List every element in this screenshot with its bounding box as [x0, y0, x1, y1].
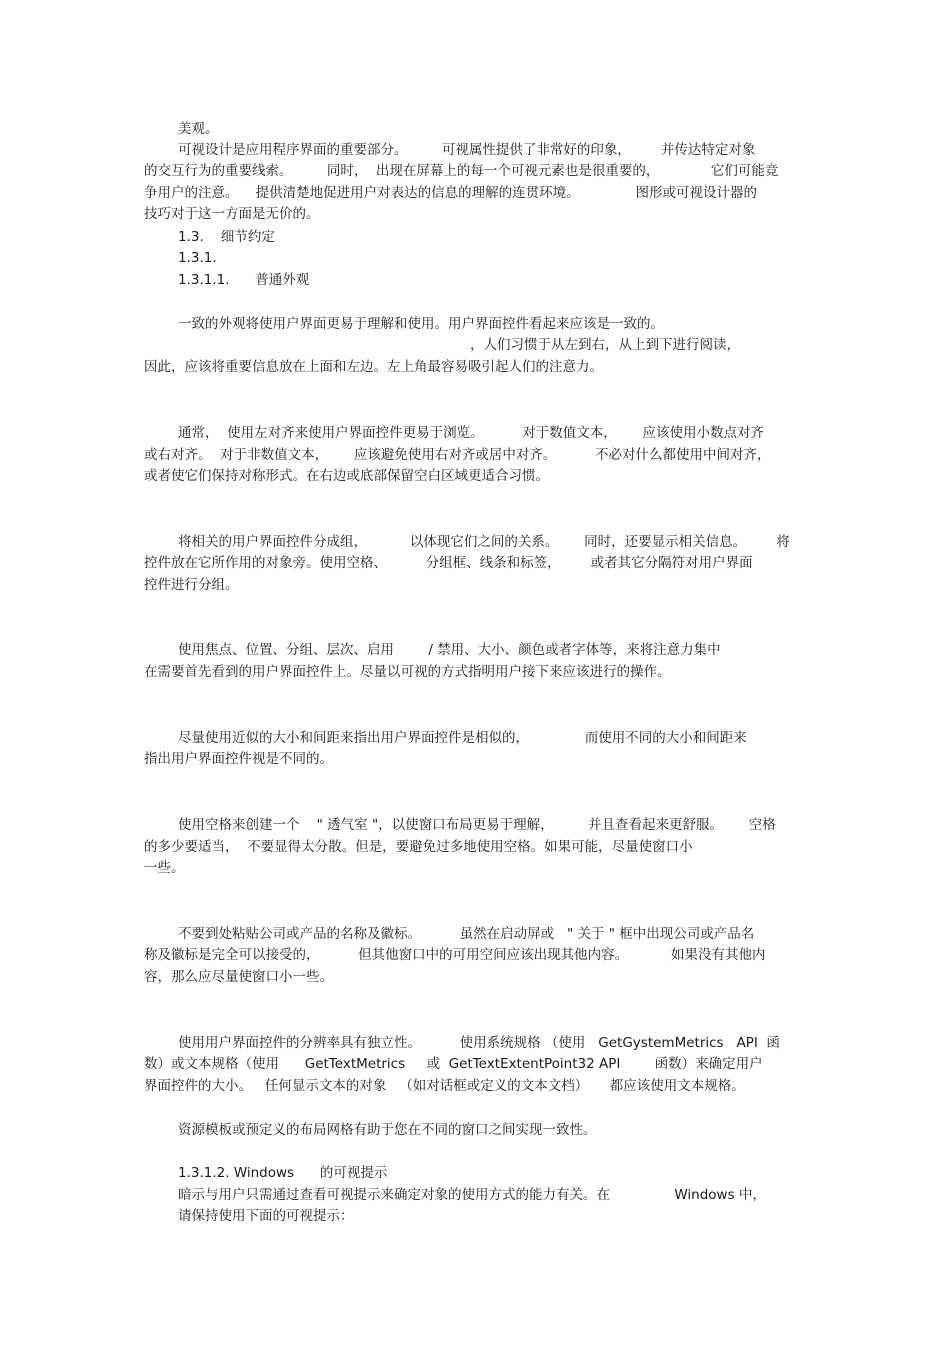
paragraph-line: 资源模板或预定义的布局网格有助于您在不同的窗口之间实现一致性。	[178, 1122, 597, 1138]
paragraph-line: 或者使它们保持对称形式。在右边或底部保留空白区域更适合习惯。	[144, 468, 549, 484]
paragraph-line: 暗示与用户只需通过查看可视提示来确定对象的使用方式的能力有关。在 Windows 中，	[178, 1187, 766, 1203]
paragraph-line: 的交互行为的重要线索。 同时， 出现在屏幕上的每一个可视元素也是很重要的， 它们可能竞	[144, 163, 779, 179]
paragraph-line: ，人们习惯于从左到右，从上到下进行阅读，	[470, 337, 740, 353]
paragraph-line: 指出用户界面控件视是不同的。	[144, 751, 333, 767]
paragraph-line: 可视设计是应用程序界面的重要部分。 可视属性提供了非常好的印象， 并传达特定对象	[178, 142, 756, 158]
paragraph-line: 的多少要适当， 不要显得太分散。但是，要避免过多地使用空格。如果可能，尽量使窗口小	[144, 839, 693, 855]
paragraph-line: 或右对齐。 对于非数值文本， 应该避免使用右对齐或居中对齐。 不必对什么都使用中间对齐，	[144, 447, 771, 463]
paragraph-line: 使用空格来创建一个 " 透气室 "，以使窗口布局更易于理解， 并且查看起来更舒服。 空格	[178, 817, 776, 833]
paragraph-line: 使用用户界面控件的分辨率具有独立性。 使用系统规格 （使用 GetGystemMetrics API 函	[178, 1035, 780, 1051]
paragraph-line: 将相关的用户界面控件分成组， 以体现它们之间的关系。 同时，还要显示相关信息。 将	[178, 534, 790, 550]
section-heading: 1.3. 细节约定	[178, 229, 275, 245]
paragraph-line: 请保持使用下面的可视提示：	[178, 1208, 354, 1224]
paragraph-line: 美观。	[178, 121, 219, 137]
paragraph-line: 使用焦点、位置、分组、层次、启用 / 禁用、大小、颜色或者字体等，来将注意力集中	[178, 642, 721, 658]
paragraph-line: 控件放在它所作用的对象旁。使用空格、 分组框、线条和标签， 或者其它分隔符对用户界面	[144, 555, 753, 571]
paragraph-line: 尽量使用近似的大小和间距来指出用户界面控件是相似的， 而使用不同的大小和间距来	[178, 730, 747, 746]
paragraph-line: 在需要首先看到的用户界面控件上。尽量以可视的方式指明用户接下来应该进行的操作。	[144, 664, 671, 680]
paragraph-line: 一致的外观将使用户界面更易于理解和使用。用户界面控件看起来应该是一致的。	[178, 316, 664, 332]
section-heading: 1.3.1.	[178, 250, 217, 266]
section-heading: 1.3.1.2. Windows 的可视提示	[178, 1165, 388, 1181]
paragraph-line: 容，那么应尽量使窗口小一些。	[144, 969, 333, 985]
paragraph-line: 界面控件的大小。 任何显示文本的对象 （如对话框或定义的文本文档） 都应该使用文本规格。	[144, 1078, 745, 1094]
paragraph-line: 称及徽标是完全可以接受的， 但其他窗口中的可用空间应该出现其他内容。 如果没有其他内	[144, 947, 766, 963]
paragraph-line: 不要到处粘贴公司或产品的名称及徽标。 虽然在启动屏或 " 关于 " 框中出现公司或产品名	[178, 926, 755, 942]
paragraph-line: 争用户的注意。 提供清楚地促进用户对表达的信息的理解的连贯环境。 图形或可视设计器的	[144, 185, 757, 201]
paragraph-line: 因此，应该将重要信息放在上面和左边。左上角最容易吸引起人们的注意力。	[144, 359, 603, 375]
paragraph-line: 一些。	[144, 860, 185, 876]
paragraph-line: 控件进行分组。	[144, 577, 239, 593]
paragraph-line: 通常， 使用左对齐来使用户界面控件更易于浏览。 对于数值文本， 应该使用小数点对齐	[178, 425, 764, 441]
section-heading: 1.3.1.1. 普通外观	[178, 272, 310, 288]
paragraph-line: 数）或文本规格（使用 GetTextMetrics 或 GetTextExtentPoint32 API 函数）来确定用户	[144, 1056, 763, 1072]
paragraph-line: 技巧对于这一方面是无价的。	[144, 206, 320, 222]
